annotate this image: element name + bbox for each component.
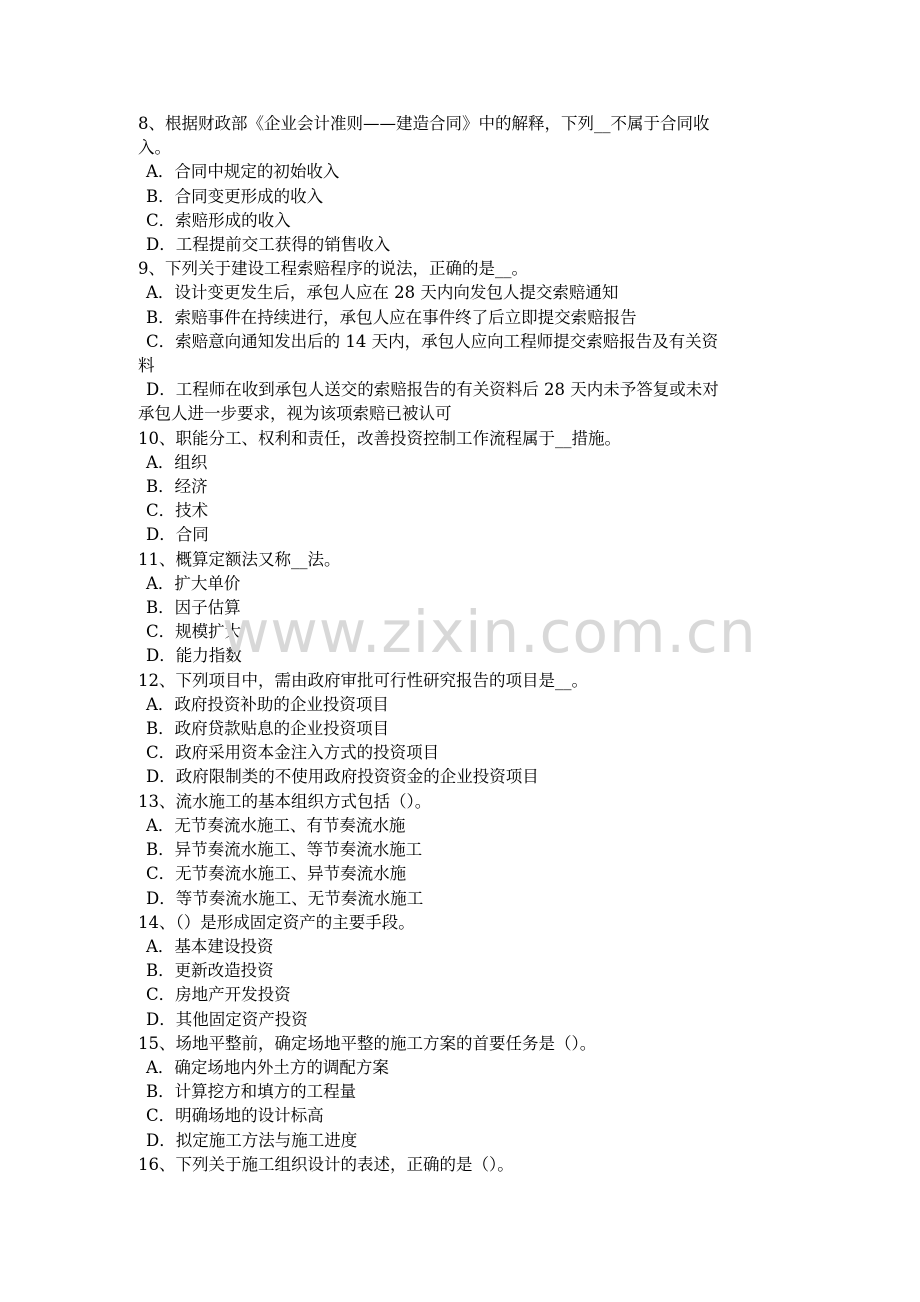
question-block <box>138 669 786 790</box>
option-c: C．技术 <box>146 501 209 521</box>
option-c: C．索赔意向通知发出后的 14 天内，承包人应向工程师提交索赔报告及有关资 <box>146 331 719 351</box>
option-b: B．异节奏流水施工、等节奏流水施工 <box>146 840 423 860</box>
option-c: C．无节奏流水施工、异节奏流水施 <box>146 864 407 884</box>
question-text: 9、下列关于建设工程索赔程序的说法，正确的是__。 <box>138 259 528 279</box>
option-a: A．确定场地内外土方的调配方案 <box>146 1057 389 1077</box>
option-a: A．扩大单价 <box>146 573 241 593</box>
option-a: A．无节奏流水施工、有节奏流水施 <box>146 815 406 835</box>
option-a: A．基本建设投资 <box>146 936 274 956</box>
option-d: D．能力指数 <box>146 646 242 666</box>
option-c: C．规模扩大 <box>146 622 242 642</box>
option-b: B．更新改造投资 <box>146 961 274 981</box>
question-list <box>138 112 786 1177</box>
question-text: 11、概算定额法又称__法。 <box>138 549 341 569</box>
option-a: A．设计变更发生后，承包人应在 28 天内向发包人提交索赔通知 <box>146 283 619 303</box>
option-d: D．政府限制类的不使用政府投资资金的企业投资项目 <box>146 767 539 787</box>
option-d: D．等节奏流水施工、无节奏流水施工 <box>146 888 424 908</box>
option-d: D．拟定施工方法与施工进度 <box>146 1130 358 1150</box>
option-c: C．索赔形成的收入 <box>146 210 291 230</box>
question-block <box>138 911 786 1032</box>
option-d-continued: 承包人进一步要求，视为该项索赔已被认可 <box>138 404 452 424</box>
option-d: D．工程提前交工获得的销售收入 <box>146 235 391 255</box>
question-text: 15、场地平整前，确定场地平整的施工方案的首要任务是（）。 <box>138 1033 597 1053</box>
question-block <box>138 548 786 669</box>
option-b: B．计算挖方和填方的工程量 <box>146 1082 357 1102</box>
option-c: C．房地产开发投资 <box>146 985 291 1005</box>
question-block <box>138 427 786 548</box>
option-a: A．组织 <box>146 452 208 472</box>
option-b: B．因子估算 <box>146 598 241 618</box>
option-c: C．明确场地的设计标高 <box>146 1106 324 1126</box>
question-block <box>138 112 786 257</box>
option-d: D．其他固定资产投资 <box>146 1009 308 1029</box>
option-d: D．合同 <box>146 525 209 545</box>
watermark-text: www.zixin.com.cn <box>222 598 757 666</box>
option-c: C．政府采用资本金注入方式的投资项目 <box>146 743 440 763</box>
option-b: B．政府贷款贴息的企业投资项目 <box>146 719 390 739</box>
option-b: B．经济 <box>146 477 208 497</box>
question-text: 10、职能分工、权利和责任，改善投资控制工作流程属于__措施。 <box>138 428 621 448</box>
question-block <box>138 790 786 911</box>
option-c-continued: 料 <box>138 356 155 376</box>
option-b: B．合同变更形成的收入 <box>146 186 324 206</box>
option-b: B．索赔事件在持续进行，承包人应在事件终了后立即提交索赔报告 <box>146 307 637 327</box>
question-block <box>138 1032 786 1153</box>
question-block <box>138 1153 786 1177</box>
option-a: A．合同中规定的初始收入 <box>146 162 340 182</box>
question-text: 14、（）是形成固定资产的主要手段。 <box>138 912 415 932</box>
question-block <box>138 257 786 426</box>
question-text: 12、下列项目中，需由政府审批可行性研究报告的项目是__。 <box>138 670 588 690</box>
option-d: D．工程师在收到承包人送交的索赔报告的有关资料后 28 天内未予答复或未对 <box>146 380 719 400</box>
question-text: 13、流水施工的基本组织方式包括（）。 <box>138 791 432 811</box>
question-text-continued: 入。 <box>138 138 171 158</box>
question-text: 16、下列关于施工组织设计的表述，正确的是（）。 <box>138 1154 514 1174</box>
option-a: A．政府投资补助的企业投资项目 <box>146 694 389 714</box>
question-text: 8、根据财政部《企业会计准则——建造合同》中的解释，下列__不属于合同收 <box>138 114 710 133</box>
